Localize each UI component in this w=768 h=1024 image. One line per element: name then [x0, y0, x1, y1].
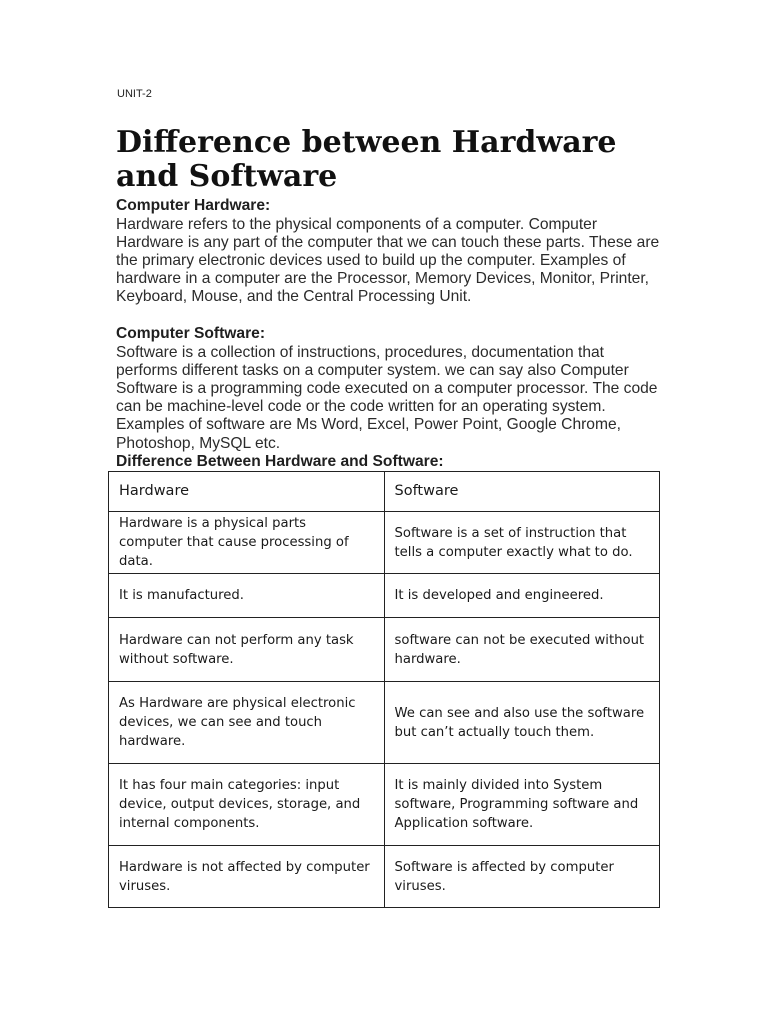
table-row: [109, 682, 660, 764]
table-cell-hardware: It is manufactured.: [109, 574, 385, 618]
table-cell-hardware: Hardware can not perform any task without software.: [109, 618, 385, 682]
table-cell-hardware: As Hardware are physical electronic devices, we can see and touch hardware.: [109, 682, 385, 764]
table-cell-hardware: Hardware is a physical parts computer that cause processing of data.: [109, 512, 385, 574]
table-row: [109, 618, 660, 682]
document-title: Difference between Hardware and Software: [116, 125, 617, 194]
table-cell-software: It is developed and engineered.: [384, 574, 660, 618]
table-row: [109, 846, 660, 908]
table-cell-hardware: It has four main categories: input device, output devices, storage, and internal components.: [109, 764, 385, 846]
hardware-heading: Computer Hardware:: [116, 197, 271, 214]
table-cell-software: We can see and also use the software but can’t actually touch them.: [384, 682, 660, 764]
table-cell-software: Software is a set of instruction that tells a computer exactly what to do.: [384, 512, 660, 574]
header-cell-hardware: Hardware: [109, 472, 385, 512]
table-cell-software: It is mainly divided into System software, Programming software and Application software.: [384, 764, 660, 846]
table-row: [109, 764, 660, 846]
difference-heading: Difference Between Hardware and Software:: [116, 453, 444, 470]
comparison-table: [108, 471, 660, 908]
table-row: [109, 512, 660, 574]
hardware-paragraph: Hardware refers to the physical components of a computer. Computer Hardware is any part of the computer that we can touch these parts. These are the primary electronic devices used to build up the computer. Examples of hardware in a computer are the Processor, Memory Devices, Monitor, Printer, Keyboard, Mouse, and the Central Processing Unit.: [116, 215, 660, 306]
software-heading: Computer Software:: [116, 325, 266, 342]
software-paragraph: Software is a collection of instructions, procedures, documentation that performs different tasks on a computer system. we can say also Computer Software is a programming code executed on a computer processor. The code can be machine-level code or the code written for an operating system. Examples of software are Ms Word, Excel, Power Point, Google Chrome, Photoshop, MySQL etc.: [116, 343, 658, 452]
table-cell-software: software can not be executed without hardware.: [384, 618, 660, 682]
table-cell-software: Software is affected by computer viruses.: [384, 846, 660, 908]
table-header-row: [109, 472, 660, 512]
unit-label: UNIT-2: [117, 88, 152, 100]
table-cell-hardware: Hardware is not affected by computer viruses.: [109, 846, 385, 908]
header-cell-software: Software: [384, 472, 660, 512]
table-row: [109, 574, 660, 618]
